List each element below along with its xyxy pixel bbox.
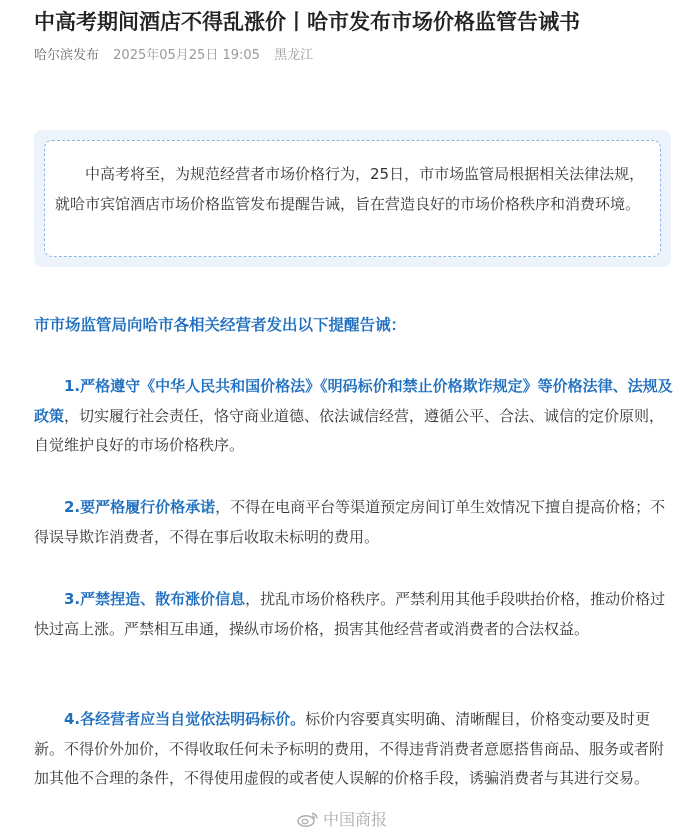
- page-title: 中高考期间酒店不得乱涨价丨哈市发布市场价格监管告诫书: [34, 10, 580, 34]
- article-meta: [34, 47, 313, 65]
- article-source[interactable]: 哈尔滨发布: [34, 48, 100, 63]
- reminder-item-body: ，切实履行社会责任，恪守商业道德、依法诚信经营，遵循公平、合法、诚信的定价原则，自觉维护良好的市场价格秩序。: [34, 406, 665, 454]
- weibo-icon: [297, 811, 319, 827]
- reminder-item-1: [34, 372, 674, 461]
- reminder-item-body: ，扰乱市场价格秩序。严禁利用其他手段哄抬价格，推动价格过快过高上涨。严禁相互串通，操纵市场价格，损害其他经营者或消费者的合法权益。: [34, 590, 666, 638]
- reminder-item-lead: 1.严格遵守《中华人民共和国价格法》《明码标价和禁止价格欺诈规定》等价格法律、法规及政策: [34, 377, 673, 425]
- reminder-item-3: [34, 585, 674, 644]
- reminder-item-body: 标价内容要真实明确、清晰醒目，价格变动要及时更新。不得价外加价，不得收取任何未予标明的费用，不得违背消费者意愿搭售商品、服务或者附加其他不合理的条件，不得使用虚假的或者使人误解的价格手段，诱骗消费者与其进行交易。: [34, 710, 665, 787]
- reminder-heading: 市市场监管局向哈市各相关经营者发出以下提醒告诫：: [34, 316, 407, 334]
- reminder-item-lead: 2.要严格履行价格承诺: [64, 498, 216, 516]
- reminder-item-lead: 4.各经营者应当自觉依法明码标价。: [64, 710, 306, 728]
- reminder-item-lead: 3.严禁捏造、散布涨价信息: [64, 590, 246, 608]
- reminder-item-body: ，不得在电商平台等渠道预定房间订单生效情况下擅自提高价格；不得误导欺诈消费者，不得在事后收取未标明的费用。: [34, 498, 666, 546]
- watermark: [297, 808, 387, 832]
- reminder-item-2: [34, 493, 674, 552]
- article-datetime: 2025年05月25日 19:05: [113, 48, 260, 63]
- intro-text: 中高考将至，为规范经营者市场价格行为，25日，市市场监管局根据相关法律法规，就哈市宾馆酒店市场价格监管发布提醒告诫，旨在营造良好的市场价格秩序和消费环境。: [44, 140, 661, 257]
- article-region: 黑龙江: [274, 48, 314, 63]
- reminder-item-4: [34, 705, 674, 794]
- intro-callout: [34, 130, 671, 267]
- watermark-text: 中国商报: [323, 810, 388, 829]
